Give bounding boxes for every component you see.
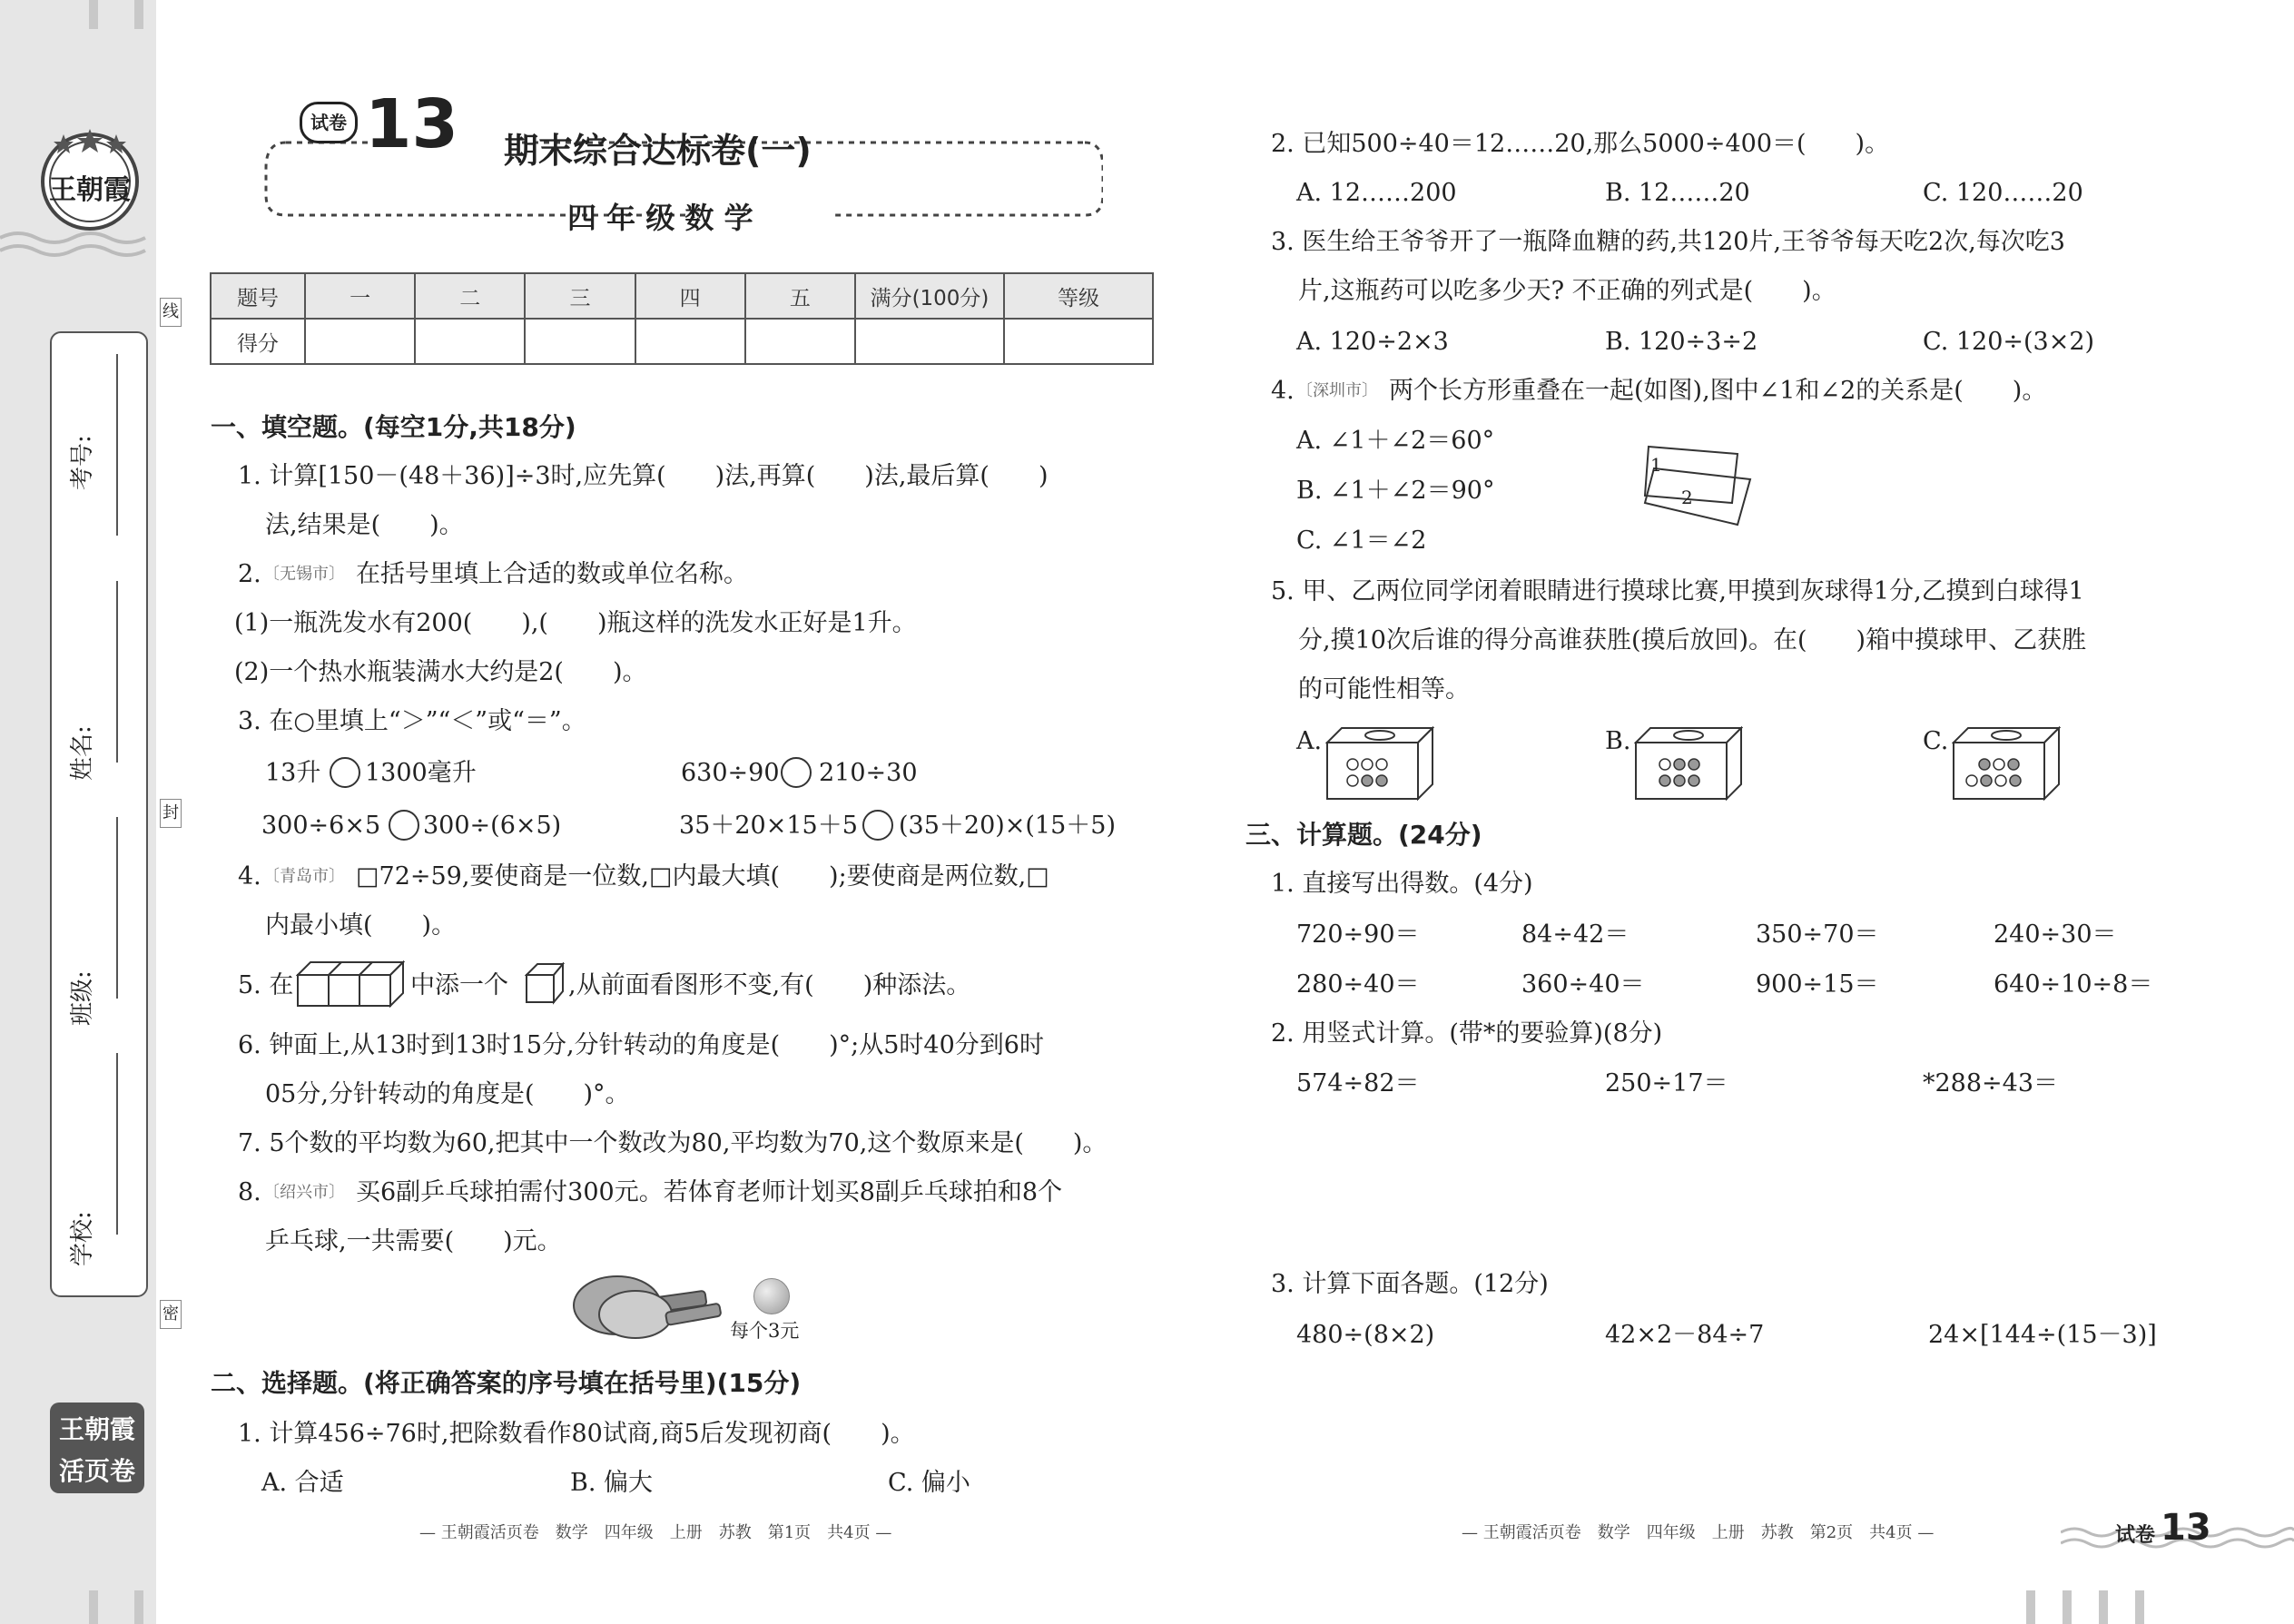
- ball-icon: [753, 1278, 790, 1314]
- q2-line1: 在括号里填上合适的数或单位名称。: [356, 560, 748, 588]
- corner-badge: 试卷: [2115, 1524, 2156, 1547]
- section-2-title: 二、选择题。(将正确答案的序号填在括号里)(15分): [211, 1368, 802, 1398]
- q6-line2: 05分,分针转动的角度是( )°。: [265, 1080, 630, 1108]
- q5-part-b: 中添一个: [410, 971, 508, 999]
- score-cell[interactable]: [525, 319, 635, 364]
- binding-label: 密: [160, 1300, 182, 1329]
- k3-title: 3. 计算下面各题。(12分): [1271, 1270, 1549, 1298]
- k2-item: 250÷17＝: [1605, 1069, 1728, 1097]
- compare-circle[interactable]: [862, 810, 893, 841]
- q3-d-right: (35＋20)×(15＋5): [899, 812, 1117, 840]
- ball-price-label: 每个3元: [730, 1320, 800, 1342]
- q8-line2: 乒乓球,一共需要( )元。: [265, 1227, 562, 1255]
- c4-option-b: B. ∠1＋∠2＝90°: [1296, 477, 1495, 505]
- page-title: 期末综合达标卷(一): [504, 131, 812, 171]
- q2-region-tag: 〔无锡市〕: [263, 565, 345, 584]
- c5-option-c: C.: [1923, 727, 1949, 755]
- stripe-mark: [89, 0, 98, 29]
- q3-b-right: 210÷30: [819, 759, 918, 787]
- table-cell: 得分: [211, 319, 305, 364]
- section-1-title: 一、填空题。(每空1分,共18分): [211, 412, 576, 442]
- q5-part-a: 5. 在: [238, 971, 294, 999]
- section-3-title: 三、计算题。(24分): [1245, 820, 1482, 850]
- fill-line[interactable]: [116, 1053, 118, 1235]
- ball-box-a-icon: [1325, 726, 1434, 801]
- q4-region-tag: 〔青岛市〕: [263, 867, 345, 886]
- corner-number: 13: [2161, 1507, 2211, 1549]
- k1-item: 720÷90＝: [1296, 920, 1420, 949]
- c2-option-b: B. 12……20: [1605, 179, 1750, 207]
- table-cell: 三: [525, 273, 635, 319]
- stripe-mark: [134, 0, 143, 29]
- sub-logo-bottom: 活页卷: [58, 1456, 135, 1486]
- score-cell[interactable]: [745, 319, 855, 364]
- figure-angle-1: 1: [1650, 454, 1662, 476]
- k1-item: 280÷40＝: [1296, 970, 1420, 999]
- k2-item: *288÷43＝: [1923, 1069, 2059, 1097]
- fill-line[interactable]: [116, 581, 118, 763]
- q3-line1: 3. 在○里填上“＞”“＜”或“＝”。: [238, 707, 586, 735]
- footer-right: — 王朝霞活页卷 数学 四年级 上册 苏教 第2页 共4页 —: [1462, 1523, 1935, 1542]
- c5-line1: 5. 甲、乙两位同学闭着眼睛进行摸球比赛,甲摸到灰球得1分,乙摸到白球得1: [1271, 577, 2084, 605]
- q8-region-tag: 〔绍兴市〕: [263, 1183, 345, 1202]
- wave-decoration: [0, 229, 156, 265]
- k1-item: 350÷70＝: [1756, 920, 1879, 949]
- c4-region-tag: 〔深圳市〕: [1296, 381, 1378, 400]
- c4-option-c: C. ∠1＝∠2: [1296, 527, 1427, 555]
- table-cell: 二: [415, 273, 525, 319]
- footer-left: — 王朝霞活页卷 数学 四年级 上册 苏教 第1页 共4页 —: [419, 1523, 892, 1542]
- header-number: 13: [365, 85, 458, 163]
- score-table: [210, 272, 1154, 365]
- ball-box-b-icon: [1634, 726, 1743, 801]
- single-cube-icon: [525, 962, 565, 1006]
- q1-line1: 1. 计算[150－(48＋36)]÷3时,应先算( )法,再算( )法,最后算( ): [238, 462, 1049, 490]
- q8-line1: 买6副乒乓球拍需付300元。若体育老师计划买8副乒乓球拍和8个: [356, 1178, 1063, 1206]
- table-row: [211, 319, 1153, 364]
- logo-text: 王朝霞: [49, 174, 131, 206]
- c5-line3: 的可能性相等。: [1298, 675, 1470, 704]
- fill-line[interactable]: [116, 817, 118, 999]
- stripe-mark: [89, 1590, 98, 1624]
- q2-prefix: 2.: [238, 560, 261, 588]
- binding-label: 封: [160, 799, 182, 828]
- c4-prefix: 4.: [1271, 377, 1295, 405]
- c1-option-a: A. 合适: [261, 1469, 344, 1497]
- field-label-school: 学校:: [69, 1211, 96, 1266]
- c3-option-b: B. 120÷3÷2: [1605, 328, 1758, 356]
- c3-line1: 3. 医生给王爷爷开了一瓶降血糖的药,共120片,王爷爷每天吃2次,每次吃3: [1271, 228, 2065, 256]
- sub-logo-top: 王朝霞: [58, 1414, 135, 1444]
- q1-line2: 法,结果是( )。: [265, 511, 464, 539]
- k2-item: 574÷82＝: [1296, 1069, 1420, 1097]
- c5-option-b: B.: [1605, 727, 1631, 755]
- stripe-mark: [2063, 1590, 2072, 1624]
- table-cell: 一: [305, 273, 415, 319]
- compare-circle[interactable]: [389, 810, 419, 841]
- table-cell: 五: [745, 273, 855, 319]
- table-cell: 等级: [1004, 273, 1153, 319]
- stripe-mark: [2026, 1590, 2035, 1624]
- c5-option-a: A.: [1296, 727, 1323, 755]
- k1-item: 240÷30＝: [1994, 920, 2117, 949]
- q3-c-right: 300÷(6×5): [423, 812, 562, 840]
- c2-option-c: C. 120……20: [1923, 179, 2083, 207]
- table-row: [211, 273, 1153, 319]
- c5-line2: 分,摸10次后谁的得分高谁获胜(摸后放回)。在( )箱中摸球甲、乙获胜: [1298, 626, 2087, 655]
- c2-line: 2. 已知500÷40＝12……20,那么5000÷400＝( )。: [1271, 130, 1890, 158]
- table-cell: 四: [635, 273, 745, 319]
- q3-d-left: 35＋20×15＋5: [679, 812, 858, 840]
- score-cell[interactable]: [415, 319, 525, 364]
- brand-logo: [36, 125, 143, 232]
- k1-title: 1. 直接写出得数。(4分): [1271, 870, 1533, 898]
- field-label-name: 姓名:: [69, 725, 96, 781]
- ball-box-c-icon: [1952, 726, 2061, 801]
- c1-line: 1. 计算456÷76时,把除数看作80试商,商5后发现初商( )。: [238, 1420, 915, 1448]
- compare-circle[interactable]: [781, 757, 812, 788]
- k3-item: 42×2－84÷7: [1605, 1321, 1765, 1349]
- field-label-exam-no: 考号:: [69, 435, 96, 490]
- q3-a-left: 13升: [265, 759, 321, 787]
- k1-item: 900÷15＝: [1756, 970, 1879, 999]
- q4-line1: □72÷59,要使商是一位数,□内最大填( );要使商是两位数,□: [356, 862, 1049, 891]
- q4-prefix: 4.: [238, 862, 261, 891]
- c2-option-a: A. 12……200: [1296, 179, 1457, 207]
- k3-item: 480÷(8×2): [1296, 1321, 1435, 1349]
- binding-label: 线: [160, 298, 182, 327]
- q3-b-left: 630÷90: [681, 759, 780, 787]
- k3-item: 24×[144÷(15－3)]: [1928, 1321, 2157, 1349]
- score-cell[interactable]: [305, 319, 415, 364]
- q6-line1: 6. 钟面上,从13时到13时15分,分针转动的角度是( )°;从5时40分到6时: [238, 1031, 1044, 1059]
- q2-sub2: (2)一个热水瓶装满水大约是2( )。: [234, 658, 647, 686]
- figure-angle-2: 2: [1681, 487, 1693, 508]
- k1-item: 640÷10÷8＝: [1994, 970, 2153, 999]
- stripe-mark: [2099, 1590, 2108, 1624]
- stripe-mark: [134, 1590, 143, 1624]
- q2-sub1: (1)一瓶洗发水有200( ),( )瓶这样的洗发水正好是1升。: [234, 609, 917, 637]
- field-label-class: 班级:: [69, 970, 96, 1026]
- compare-circle[interactable]: [330, 757, 360, 788]
- q3-c-left: 300÷6×5: [261, 812, 381, 840]
- table-cell: 题号: [211, 273, 305, 319]
- score-cell[interactable]: [635, 319, 745, 364]
- c3-option-c: C. 120÷(3×2): [1923, 328, 2095, 356]
- c3-option-a: A. 120÷2×3: [1296, 328, 1449, 356]
- page-subtitle: 四 年 级 数 学: [567, 201, 753, 235]
- k1-item: 84÷42＝: [1521, 920, 1629, 949]
- cube-row-icon: [296, 960, 405, 1008]
- c4-option-a: A. ∠1＋∠2＝60°: [1296, 427, 1495, 455]
- k1-item: 360÷40＝: [1521, 970, 1645, 999]
- c4-line1: 两个长方形重叠在一起(如图),图中∠1和∠2的关系是( )。: [1389, 377, 2047, 405]
- q3-a-right: 1300毫升: [365, 759, 477, 787]
- header-badge: 试卷: [300, 102, 358, 143]
- q7: 7. 5个数的平均数为60,把其中一个数改为80,平均数为70,这个数原来是( )。: [238, 1129, 1108, 1157]
- table-cell: 满分(100分): [855, 273, 1004, 319]
- score-cell[interactable]: [855, 319, 1004, 364]
- q4-line2: 内最小填( )。: [265, 911, 457, 940]
- fill-line[interactable]: [116, 354, 118, 536]
- k2-title: 2. 用竖式计算。(带*的要验算)(8分): [1271, 1019, 1663, 1048]
- c1-option-c: C. 偏小: [888, 1469, 970, 1497]
- paddle-icon: [572, 1271, 726, 1343]
- score-cell[interactable]: [1004, 319, 1153, 364]
- c3-line2: 片,这瓶药可以吃多少天? 不正确的列式是( )。: [1298, 277, 1836, 305]
- c1-option-b: B. 偏大: [570, 1469, 654, 1497]
- q8-prefix: 8.: [238, 1178, 261, 1206]
- stripe-mark: [2135, 1590, 2144, 1624]
- sub-logo: [50, 1403, 144, 1493]
- q5-part-c: ,从前面看图形不变,有( )种添法。: [568, 971, 971, 999]
